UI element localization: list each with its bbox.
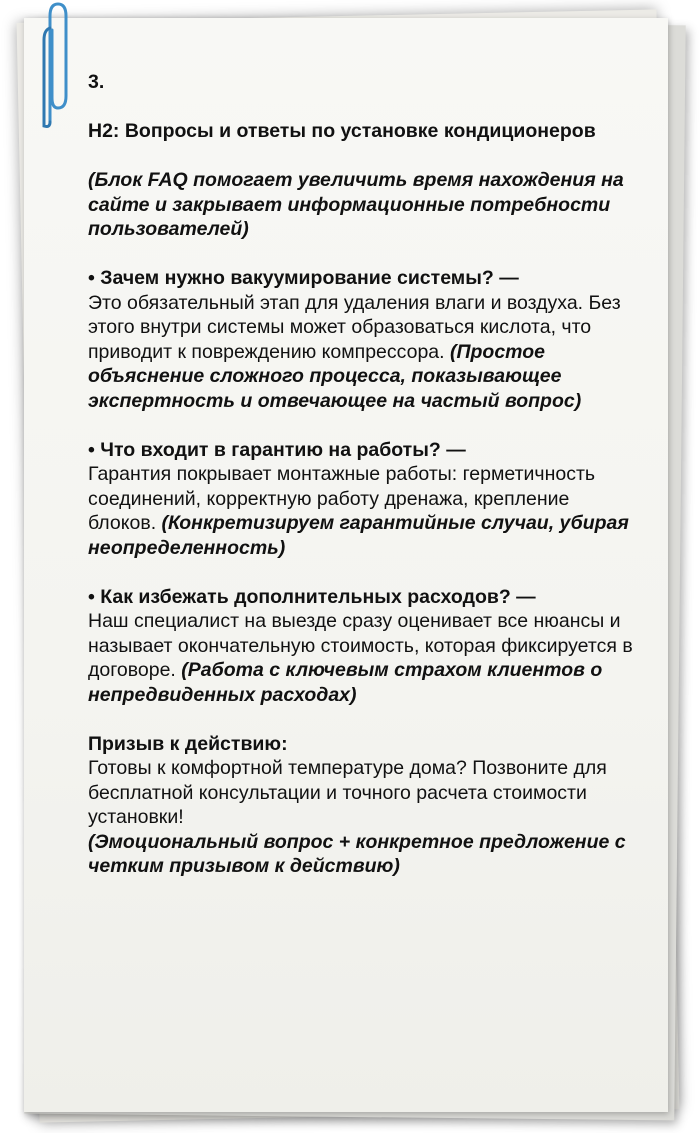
faq-note: (Работа с ключевым страхом клиентов о непредвиденных расходах) [88,659,603,706]
faq-answer: Наш специалист на выезде сразу оценивает все нюансы и называет окончательную стоимость, которая фиксируется в договоре. [88,610,633,681]
faq-answer: Это обязательный этап для удаления влаги и воздуха. Без этого внутри системы может образоваться кислота, что приводит к повреждению компрессора. [88,291,621,363]
faq-item [88,585,633,708]
faq-answer: Гарантия покрывает монтажные работы: герметичность соединений, корректную работу дренажа, крепление блоков. [88,463,596,534]
cta-text: Готовы к комфортной температуре дома? Позвоните для бесплатной консультации и точного расчета стоимости установки! [88,757,607,828]
faq-note: (Конкретизируем гарантийные случаи, убирая неопределенность) [88,512,629,559]
call-to-action [88,732,633,879]
faq-note: (Простое объяснение сложного процесса, показывающее экспертность и отвечающее на частый вопрос) [88,340,582,412]
faq-question: • Что входит в гарантию на работы? — [88,438,466,461]
faq-item [88,438,633,561]
faq-question: • Зачем нужно вакуумирование системы? — [88,267,519,289]
page-heading: H2: Вопросы и ответы по установке кондиционеров [88,120,596,142]
document-content [88,70,633,903]
cta-title: Призыв к действию: [88,732,288,755]
faq-item [88,266,633,413]
paperclip-icon [36,0,72,130]
cta-note: (Эмоциональный вопрос + конкретное предложение с четким призывом к действию) [88,830,626,877]
section-number: 3. [88,71,105,93]
faq-question: • Как избежать дополнительных расходов? — [88,585,536,608]
intro-note: (Блок FAQ помогает увеличить время нахождения на сайте и закрывает информационные потребности пользователей) [88,169,624,240]
